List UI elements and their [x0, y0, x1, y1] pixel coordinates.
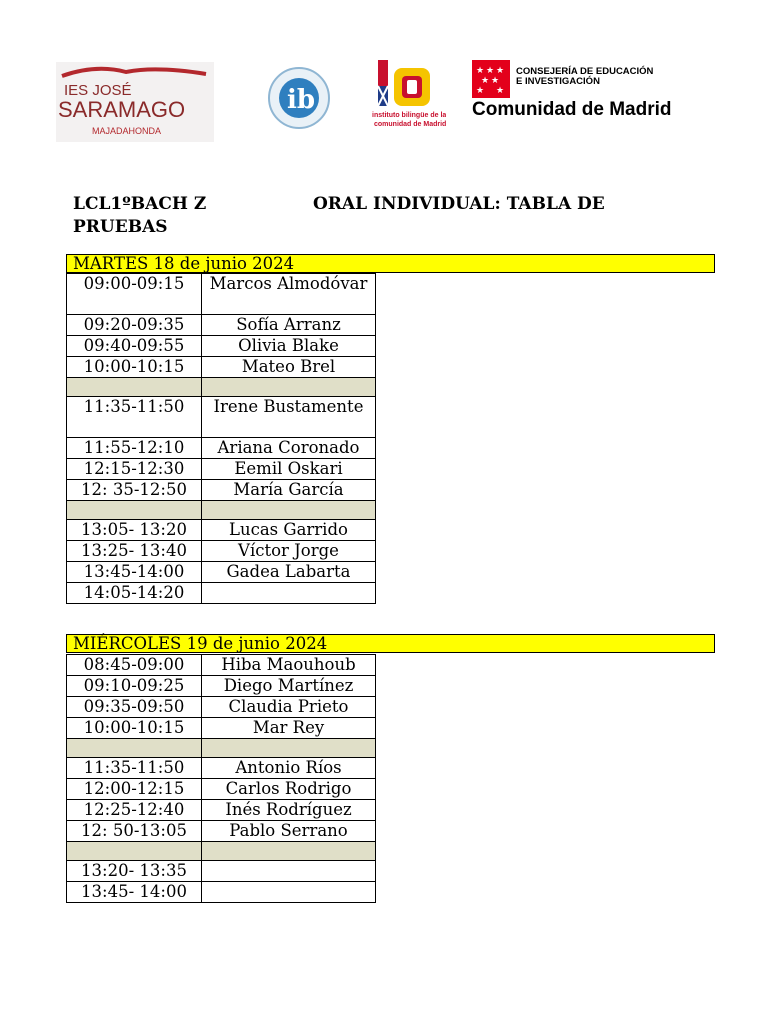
saramago-line1: IES JOSÉ	[64, 82, 132, 99]
time-cell: 13:05- 13:20	[67, 520, 202, 541]
student-cell: Mar Rey	[202, 718, 376, 739]
svg-text:★: ★	[481, 76, 490, 86]
time-cell: 11:55-12:10	[67, 438, 202, 459]
student-cell: Hiba Maouhoub	[202, 655, 376, 676]
table-row	[67, 821, 376, 842]
time-cell: 09:20-09:35	[67, 315, 202, 336]
table-row	[67, 861, 376, 882]
table-row	[67, 397, 376, 438]
heading-course: LCL1ºBACH Z	[73, 194, 207, 214]
student-cell: Sofía Arranz	[202, 315, 376, 336]
time-cell: 10:00-10:15	[67, 718, 202, 739]
saramago-line2: SARAMAGO	[58, 97, 186, 122]
time-cell	[67, 501, 202, 520]
page-heading	[73, 193, 713, 239]
student-cell: Marcos Almodóvar	[202, 274, 376, 315]
student-cell: Ariana Coronado	[202, 438, 376, 459]
table-row	[67, 459, 376, 480]
time-cell: 11:35-11:50	[67, 397, 202, 438]
table-row	[67, 480, 376, 501]
bilingue-line1: instituto bilingüe de la	[372, 112, 446, 119]
header-logos	[0, 0, 768, 150]
student-cell: Lucas Garrido	[202, 520, 376, 541]
student-cell: Irene Bustamente	[202, 397, 376, 438]
time-cell: 13:45- 14:00	[67, 882, 202, 903]
table-row	[67, 718, 376, 739]
table-row	[67, 676, 376, 697]
svg-text:★: ★	[496, 86, 505, 96]
time-cell: 13:25- 13:40	[67, 541, 202, 562]
table-row	[67, 800, 376, 821]
time-cell	[67, 739, 202, 758]
student-cell: Carlos Rodrigo	[202, 779, 376, 800]
table-row	[67, 274, 376, 315]
svg-text:★: ★	[476, 86, 485, 96]
student-cell	[202, 378, 376, 397]
ib-letters: ib	[287, 85, 316, 115]
break-row	[67, 739, 376, 758]
time-cell	[67, 842, 202, 861]
table-row	[67, 336, 376, 357]
time-cell: 09:10-09:25	[67, 676, 202, 697]
table-row	[67, 315, 376, 336]
svg-text:★: ★	[491, 76, 500, 86]
table-row	[67, 583, 376, 604]
table-row	[67, 758, 376, 779]
time-cell: 09:40-09:55	[67, 336, 202, 357]
break-row	[67, 501, 376, 520]
time-cell: 12: 50-13:05	[67, 821, 202, 842]
student-cell: Pablo Serrano	[202, 821, 376, 842]
time-cell: 08:45-09:00	[67, 655, 202, 676]
student-cell: Inés Rodríguez	[202, 800, 376, 821]
table-row	[67, 655, 376, 676]
time-cell	[67, 378, 202, 397]
time-cell: 13:20- 13:35	[67, 861, 202, 882]
time-cell: 10:00-10:15	[67, 357, 202, 378]
time-cell: 13:45-14:00	[67, 562, 202, 583]
svg-text:★: ★	[496, 66, 505, 76]
saramago-line3: MAJADAHONDA	[92, 126, 162, 136]
student-cell: María García	[202, 480, 376, 501]
table-row	[67, 697, 376, 718]
student-cell: Víctor Jorge	[202, 541, 376, 562]
time-cell: 09:00-09:15	[67, 274, 202, 315]
student-cell	[202, 501, 376, 520]
schedule-table-wednesday	[66, 654, 376, 903]
time-cell: 12:00-12:15	[67, 779, 202, 800]
time-cell: 09:35-09:50	[67, 697, 202, 718]
heading-title-continued: PRUEBAS	[73, 217, 168, 237]
time-cell: 12:15-12:30	[67, 459, 202, 480]
time-cell: 12:25-12:40	[67, 800, 202, 821]
student-cell	[202, 861, 376, 882]
time-cell: 12: 35-12:50	[67, 480, 202, 501]
madrid-line2: E INVESTIGACIÓN	[516, 76, 600, 87]
student-cell: Claudia Prieto	[202, 697, 376, 718]
madrid-line1: CONSEJERÍA DE EDUCACIÓN	[516, 66, 654, 77]
student-cell	[202, 842, 376, 861]
bilingue-line2: comunidad de Madrid	[374, 121, 446, 128]
table-row	[67, 882, 376, 903]
table-row	[67, 541, 376, 562]
day-header-tuesday: MARTES 18 de junio 2024	[66, 254, 715, 273]
madrid-line3: Comunidad de Madrid	[472, 99, 672, 120]
student-cell: Mateo Brel	[202, 357, 376, 378]
student-cell	[202, 583, 376, 604]
table-row	[67, 438, 376, 459]
student-cell: Diego Martínez	[202, 676, 376, 697]
break-row	[67, 378, 376, 397]
table-row	[67, 357, 376, 378]
ib-logo	[264, 66, 334, 130]
day-header-wednesday: MIÉRCOLES 19 de junio 2024	[66, 634, 715, 653]
table-row	[67, 779, 376, 800]
break-row	[67, 842, 376, 861]
svg-text:★: ★	[486, 66, 495, 76]
student-cell	[202, 739, 376, 758]
student-cell: Gadea Labarta	[202, 562, 376, 583]
table-row	[67, 562, 376, 583]
comunidad-madrid-logo	[470, 58, 710, 120]
student-cell: Antonio Ríos	[202, 758, 376, 779]
student-cell	[202, 882, 376, 903]
time-cell: 14:05-14:20	[67, 583, 202, 604]
student-cell: Eemil Oskari	[202, 459, 376, 480]
schedule-table-tuesday	[66, 273, 376, 604]
instituto-bilingue-logo	[370, 58, 446, 130]
heading-title: ORAL INDIVIDUAL: TABLA DE	[313, 194, 605, 214]
table-row	[67, 520, 376, 541]
saramago-logo	[56, 62, 214, 142]
time-cell: 11:35-11:50	[67, 758, 202, 779]
student-cell: Olivia Blake	[202, 336, 376, 357]
svg-text:★: ★	[476, 66, 485, 76]
